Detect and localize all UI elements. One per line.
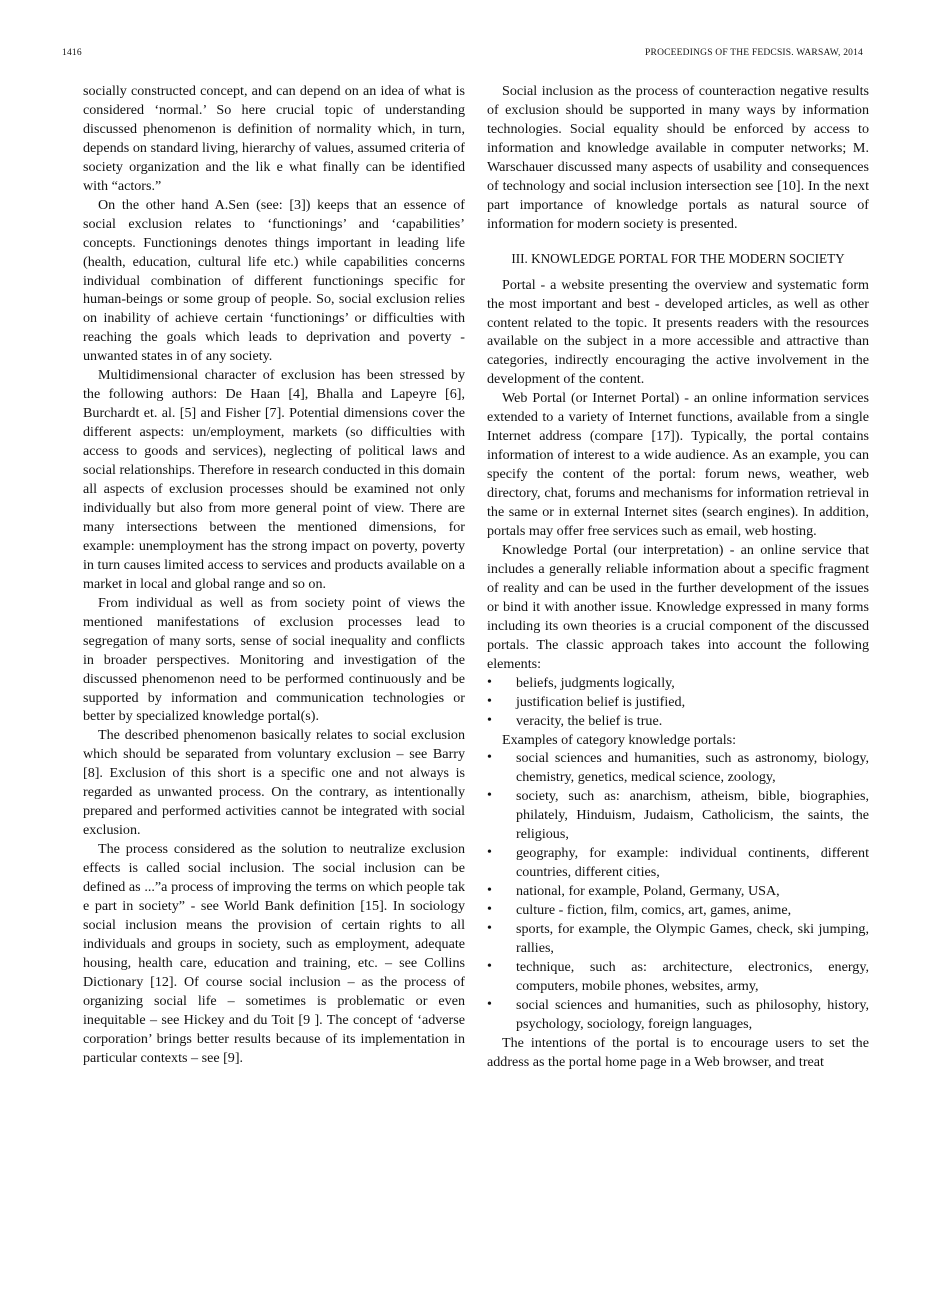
paragraph: From individual as well as from society point of views the mentioned manifestations of exclusion processes lead to segregation of many sorts, sense of social inequality and conflicts in broader perspectives. Monitoring and investigation of the discussed phenomenon need to be performed continuously and be supported by information and communication technologies or better by specialized knowledge portal(s). (83, 594, 465, 725)
list-item: • justification belief is justified, (487, 693, 686, 710)
bullet-icon: • (487, 845, 492, 861)
bullet-icon: • (487, 750, 492, 766)
paragraph: The intentions of the portal is to encourage users to set the address as the portal home page in a Web browser, and treat (487, 1034, 869, 1070)
list-item: • social sciences and humanities, such as astronomy, biology, chemistry, genetics, medical science, zoology, (487, 750, 869, 786)
running-title: PROCEEDINGS OF THE FEDCSIS. WARSAW, 2014 (645, 48, 863, 58)
paragraph: socially constructed concept, and can depend on an idea of what is considered ‘normal.’ So here crucial topic of understanding discussed phenomenon is definition of normality which, in turn, depends on standard living, hierarchy of values, assumed criteria of society organization and the lik e what finally can be identified with “actors.” (83, 83, 465, 194)
bullet-icon: • (487, 674, 492, 690)
bullet-icon: • (487, 693, 492, 709)
list-item: • national, for example, Poland, Germany, USA, (487, 883, 780, 900)
examples-list (487, 749, 869, 1033)
list-item: • culture - fiction, film, comics, art, games, anime, (487, 902, 792, 919)
paragraph: The process considered as the solution to neutralize exclusion effects is called social inclusion. The social inclusion can be defined as ...”a process of improving the terms on which people tak e part in society” - see World Bank definition [15]. In sociology social inclusion means the provision of certain rights to all individuals and groups in society, such as employment, adequate housing, health care, education and training, etc. – see Collins Dictionary [12]. Of course social inclusion – as the process of organizing social life – sometimes is problematic or even inequitable – see Hickey and du Toit [9 ]. The concept of ‘adverse corporation’ brings better results because of its implementation in particular contexts – see [9]. (83, 841, 465, 1066)
paragraph: Web Portal (or Internet Portal) - an online information services extended to a variety of Internet functions, available from a single Internet address (compare [17]). Typically, the portal contains information of interest to a wide audience. As an example, you can specify the content of the portal: forum news, weather, web directory, chat, forums and mechanisms for information retrieval in the same or in external Internet sites (search engines). In addition, portals may offer free services such as email, web hosting. (487, 390, 869, 540)
list-item: • sports, for example, the Olympic Games, check, ski jumping, rallies, (487, 921, 869, 956)
paragraph: Social inclusion as the process of counteraction negative results of exclusion should be supported in many ways by information technologies. Social equality should be enforced by access to information and knowledge available in computer networks; M. Warschauer discussed many aspects of usability and consequences of technology and social inclusion intersection see [10]. In the next part importance of knowledge portals as natural source of information for modern society is presented. (487, 83, 869, 232)
right-column (487, 82, 869, 1072)
bullet-icon: • (487, 883, 492, 899)
paragraph: Portal - a website presenting the overview and systematic form the most important and best - developed articles, as well as other content related to the topic. It presents readers with the resources available on the subject in a more accessible and attractive than categories, indirectly encouraging the active involvement in the development of the content. (487, 276, 869, 388)
list-item: • geography, for example: individual continents, different countries, different cities, (487, 845, 869, 881)
elements-list (487, 674, 869, 731)
list-item: • technique, such as: architecture, electronics, energy, computers, mobile phones, websites, army, (487, 958, 869, 994)
list-item: • beliefs, judgments logically, (487, 674, 675, 691)
paragraph: The described phenomenon basically relates to social exclusion which should be separated from voluntary exclusion – see Barry [8]. Exclusion of this short is a specific one and not always is regarded as unwanted process. On the contrary, as intentionally prepared and performed activities cannot be integrated with social exclusion. (83, 727, 465, 839)
paragraph: On the other hand A.Sen (see: [3]) keeps that an essence of social exclusion relates to ‘functionings’ and ‘capabilities’ concepts. Functionings denotes things important in leading life (health, education, cultural life etc.) while capabilities concerns individual combination of different functionings specific for human-beings or some group of people. So, social exclusion relies on inability of achieve certain ‘functionings’ or difficulties with reaching the goals which leads to deprivation and poverty - unwanted states in of any society. (83, 196, 465, 365)
left-column (83, 82, 465, 1068)
bullet-icon: • (487, 788, 492, 804)
paragraph: Knowledge Portal (our interpretation) - an online service that includes a generally reliable information about a specific fragment of reality and can be used in the further development of the issues or bind it with another issue. Knowledge expressed in many forms including its own theories is a crucial component of the discussed portals. The classic approach takes into account the following elements: (487, 541, 869, 672)
list-item: • social sciences and humanities, such as philosophy, history, psychology, sociology, foreign languages, (487, 996, 869, 1032)
section-heading: III. KNOWLEDGE PORTAL FOR THE MODERN SOCIETY (511, 250, 845, 266)
bullet-icon: • (487, 921, 492, 937)
list-item: • society, such as: anarchism, atheism, bible, biographies, philately, Hinduism, Judaism, Catholicism, the saints, the religious, (487, 788, 869, 843)
paragraph: Multidimensional character of exclusion has been stressed by the following authors: De Haan [4], Bhalla and Lapeyre [6], Burchardt et. al. [5] and Fisher [7]. Potential dimensions cover the different aspects: un/employment, markets (so difficulties with access to goods and services), neglecting of political laws and social relationships. Therefore in research conducted in this domain all aspects of exclusion processes should be examined not only individually but also from more general point of view. There are many intersections between the mentioned dimensions, for example: unemployment has the strong impact on poverty, poverty in turn causes limited access to services and products available on a market in local and global range and so on. (83, 367, 465, 592)
bullet-icon: • (487, 902, 492, 918)
paragraph: Examples of category knowledge portals: (502, 731, 737, 748)
bullet-icon: • (487, 958, 492, 974)
page-number: 1416 (62, 48, 82, 58)
list-item: • veracity, the belief is true. (487, 712, 663, 729)
bullet-icon: • (487, 996, 492, 1012)
bullet-icon: • (487, 712, 492, 728)
